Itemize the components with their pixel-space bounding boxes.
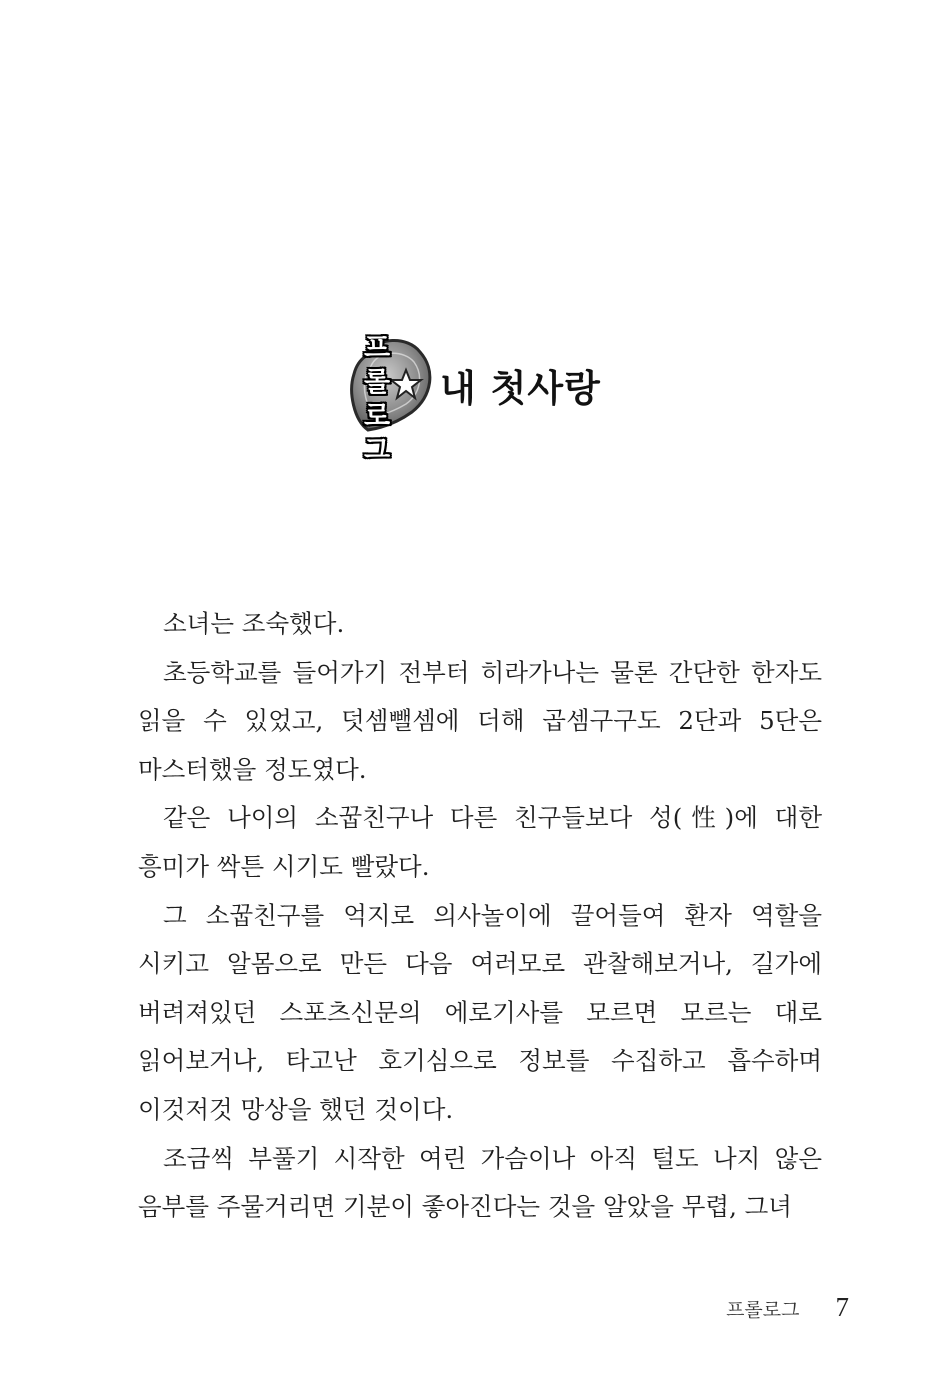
chapter-badge [346, 330, 438, 466]
badge-char: 로 [363, 401, 391, 432]
paragraph: 조금씩 부풀기 시작한 여린 가슴이나 아직 털도 나지 않은 음부를 주물거리면 기분이 좋아진다는 것을 알았을 무렵, 그녀 [138, 1143, 822, 1222]
running-title: 프롤로그 [726, 1299, 800, 1321]
badge-char: 그 [363, 435, 391, 466]
badge-char: 롤 [363, 367, 391, 398]
badge-char: 프 [363, 333, 391, 364]
badge-label [360, 332, 394, 468]
chapter-title: 내 첫사랑 [440, 367, 601, 410]
page-number: 7 [835, 1292, 849, 1322]
paragraph: 같은 나이의 소꿉친구나 다른 친구들보다 성(性)에 대한 흥미가 싹튼 시기도 빨랐다. [138, 803, 822, 881]
paragraph: 소녀는 조숙했다. [163, 609, 345, 638]
paragraph: 초등학교를 들어가기 전부터 히라가나는 물론 간단한 한자도 읽을 수 있었고, 덧셈뺄셈에 더해 곱셈구구도 2단과 5단은 마스터했을 정도였다. [138, 657, 822, 784]
body-text [138, 600, 822, 1232]
page-footer [726, 1292, 849, 1323]
chapter-heading [346, 330, 601, 466]
paragraph: 그 소꿉친구를 억지로 의사놀이에 끌어들여 환자 역할을 시키고 알몸으로 만든 다음 여러모로 관찰해보거나, 길가에 버려져있던 스포츠신문의 에로기사를 모르면 모르는 대로 읽어보거나, 타고난 호기심으로 정보를 수집하고 흡수하며 이것저것 망상을 했던 것이다. [138, 900, 822, 1124]
